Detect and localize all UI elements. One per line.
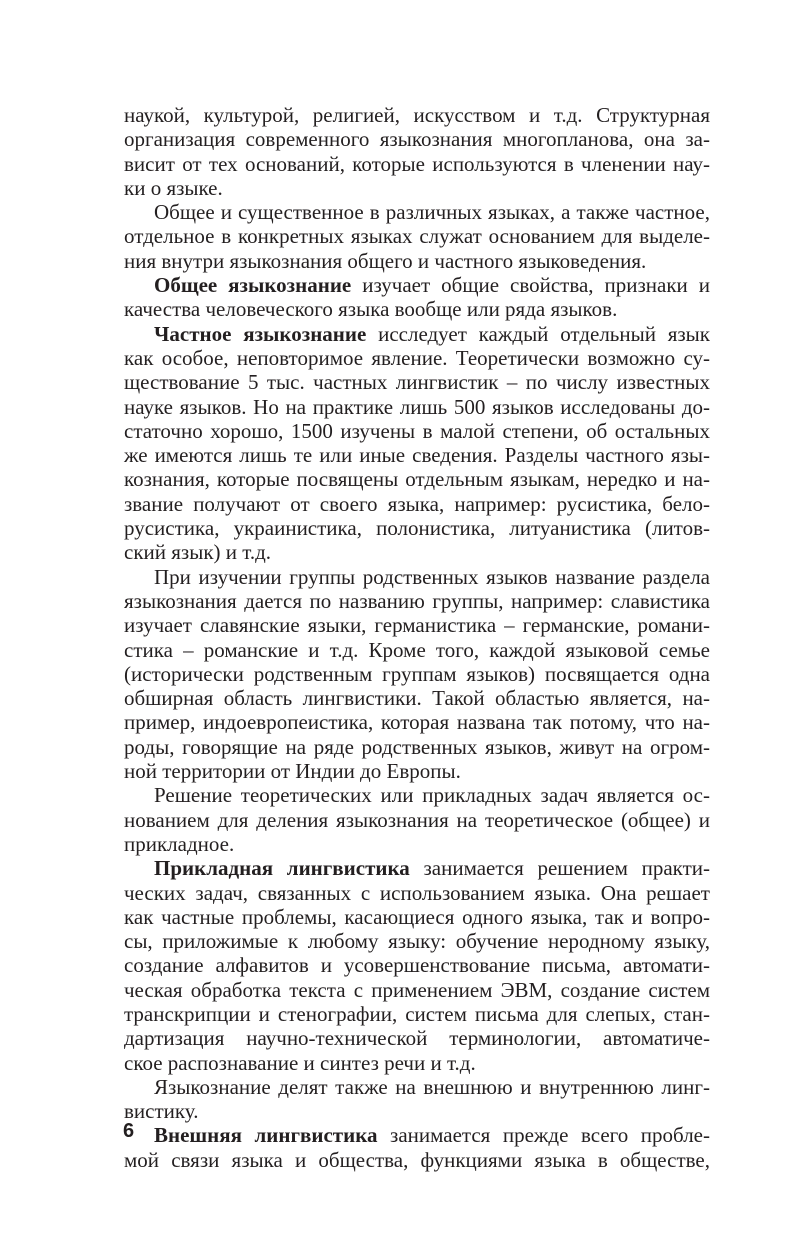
text-line [124,929,710,953]
text-line [124,419,710,443]
page-number: 6 [123,1120,135,1142]
text-line [124,589,710,613]
line-text: качества человеческого языка вообще или ряда языков. [124,297,618,322]
text-line [124,492,710,516]
text-line [124,395,710,419]
text-line [124,224,710,248]
text-line [124,710,710,734]
line-text: При изучении группы родственных языков название раздела [154,564,710,589]
line-text: мой связи языка и общества, функциями языка в обществе, [124,1147,710,1172]
line-text: науке языков. Но на практике лишь 500 языков исследованы до- [124,394,710,419]
line-text: отдельное в конкретных языках служат основанием для выделе- [124,224,710,249]
line-text: вистику. [124,1099,199,1124]
line-text: стика – романские и т.д. Кроме того, каждой языковой семье [124,637,710,662]
text-line [124,735,710,759]
bold-term: Общее языкознание [154,273,352,298]
line-text: ки о языке. [124,175,223,200]
line-text: ческих задач, связанных с использованием языка. Она решает [124,880,710,905]
text-line [124,273,710,297]
line-text: организация современного языкознания многопланова, она за- [124,127,710,152]
line-text: как особое, неповторимое явление. Теоретически возможно су- [124,345,710,370]
line-text: ское распознавание и синтез речи и т.д. [124,1050,476,1075]
text-line [124,953,710,977]
text-line [124,856,710,880]
page-body [124,103,710,1172]
text-line [124,176,710,200]
line-text: звание получают от своего языка, например: русистика, бело- [124,491,710,516]
text-line [124,686,710,710]
line-text: ществование 5 тыс. частных лингвистик – по числу известных [124,370,710,395]
text-line [124,832,710,856]
line-text: Общее и существенное в различных языках, а также частное, [154,200,710,225]
line-text: обширная область лингвистики. Такой областью является, на- [124,686,710,711]
line-text: русистика, украинистика, полонистика, литуанистика (литов- [124,516,710,541]
line-text: занимается прежде всего пробле- [377,1123,710,1148]
text-line [124,346,710,370]
line-text: изучает общие свойства, признаки и [351,273,710,298]
line-text: (исторически родственным группам языков) посвящается одна [124,661,710,686]
text-line [124,1051,710,1075]
line-text: дартизация научно-технической терминологии, автоматиче- [124,1026,710,1051]
line-text: пример, индоевропеистика, которая названа так потому, что на- [124,710,710,735]
text-line [124,783,710,807]
text-line [124,249,710,273]
text-line [124,662,710,686]
line-text: транскрипции и стенографии, систем письма для слепых, стан- [124,1001,710,1026]
text-line [124,467,710,491]
bold-term: Прикладная лингвистика [154,856,410,881]
text-line [124,1075,710,1099]
text-line [124,297,710,321]
text-line [124,881,710,905]
line-text: ной территории от Индии до Европы. [124,759,461,784]
line-text: сы, приложимые к любому языку: обучение неродному языку, [124,929,710,954]
text-line [124,103,710,127]
line-text: статочно хорошо, 1500 изучены в малой степени, об остальных [124,418,710,443]
line-text: Языкознание делят также на внешнюю и внутреннюю линг- [154,1074,710,1099]
text-line [124,443,710,467]
text-line [124,808,710,832]
line-text: нованием для деления языкознания на теоретическое (общее) и [124,807,710,832]
text-line [124,638,710,662]
text-line [124,370,710,394]
text-line [124,759,710,783]
text-line [124,540,710,564]
line-text: висит от тех оснований, которые используются в членении нау- [124,151,710,176]
line-text: Решение теоретических или прикладных задач является ос- [154,783,710,808]
line-text: прикладное. [124,831,235,856]
line-text: ческая обработка текста с применением ЭВМ, создание систем [124,977,710,1002]
text-line [124,1026,710,1050]
line-text: изучает славянские языки, германистика – германские, романи- [124,613,710,638]
line-text: кознания, которые посвящены отдельным языкам, нередко и на- [124,467,710,492]
line-text: же имеются лишь те или иные сведения. Разделы частного язы- [124,443,710,468]
line-text: исследует каждый отдельный язык [366,321,710,346]
line-text: ский язык) и т.д. [124,540,272,565]
text-line [124,1123,710,1147]
text-line [124,322,710,346]
line-text: языкознания дается по названию группы, например: славистика [124,588,710,613]
text-line [124,1099,710,1123]
text-line [124,152,710,176]
line-text: создание алфавитов и усовершенствование письма, автомати- [124,953,710,978]
line-text: занимается решением практи- [409,856,710,881]
text-line [124,1002,710,1026]
text-line [124,905,710,929]
line-text: как частные проблемы, касающиеся одного языка, так и вопро- [124,904,710,929]
text-line [124,516,710,540]
text-line [124,613,710,637]
bold-term: Внешняя лингвистика [154,1123,378,1148]
line-text: роды, говорящие на ряде родственных языков, живут на огром- [124,734,710,759]
text-line [124,565,710,589]
text-line [124,200,710,224]
line-text: ния внутри языкознания общего и частного языковедения. [124,248,647,273]
bold-term: Частное языкознание [154,321,367,346]
line-text: наукой, культурой, религией, искусством и т.д. Структурная [124,103,710,127]
text-line [124,978,710,1002]
text-line [124,1148,710,1172]
text-line [124,127,710,151]
